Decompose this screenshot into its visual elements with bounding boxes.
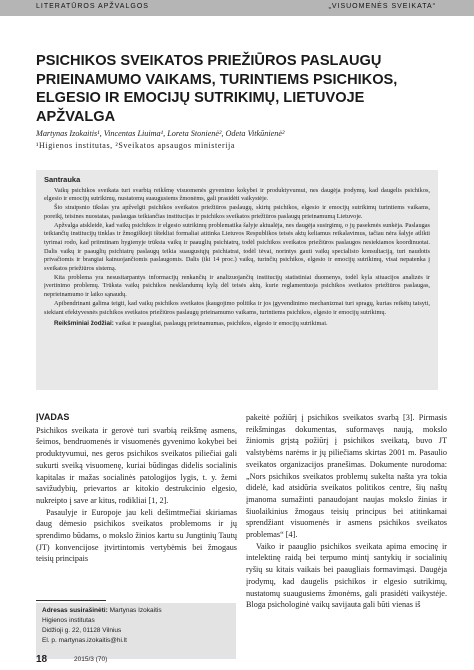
page-number: 18 <box>36 654 48 665</box>
authors: Martynas Izokaitis¹, Vincentas Liuima¹, Loreta Stonienė², Odeta Vitkūnienė² <box>36 129 285 138</box>
affiliations: ¹Higienos institutas, ²Sveikatos apsaugos ministerija <box>36 141 236 150</box>
abstract-heading: Santrauka <box>44 175 81 184</box>
journal-label: „VISUOMENĖS SVEIKATA“ <box>328 3 436 10</box>
correspondence-line <box>42 607 162 614</box>
correspondence-box <box>36 603 236 659</box>
keywords-text: vaikai ir paaugliai, paslaugų prieinamumas, psichikos, elgesio ir emocijų sutrikimai. <box>115 320 328 328</box>
abstract-paragraph: Vaikų psichikos sveikata turi svarbią reikšmę visuomenės gyvenimo kokybei ir produktyvumui, nes daugėja įrodymų, kad daugelis psichikos, elgesio ir emocijų sutrikimų, nustatomų suaugusiems žmonėms, gali prasidėti vaikystėje. <box>44 186 430 203</box>
divider <box>36 600 106 601</box>
body-paragraph: pakeitė požiūrį į psichikos sveikatos svarbą [3]. Pirmasis reikšmingas dokumentas, suformavęs naują, mokslo žiniomis grįstą požiūrį į psichikos sveikatą, buvo JT valstybėms narėms ir jų piliečiams skirtas 2001 m. Pasaulio sveikatos organizacijos pranešimas. Dokumente nurodoma: „Nors psichikos sveikatos problemų sukelta našta yra tokia didelė, kad atsidūria sveikatos politikos centre, šių naštų įmanoma sumažinti panaudojant naujas mokslo žinias ir šiuolaikinius žmogaus teisių principus bei atitinkamai sprendžiant visuomenės ir asmens psichikos sveikatos problemas“ [4]. <box>246 413 447 540</box>
correspondence-email: El. p. martynas.izokaitis@hi.lt <box>42 637 127 644</box>
abstract-box <box>36 170 438 390</box>
section-label: LITERATŪROS APŽVALGOS <box>36 3 149 10</box>
issue-label: 2015/3 (70) <box>74 656 108 663</box>
intro-paragraph: Psichikos sveikata ir gerovė turi svarbią reikšmę asmens, šeimos, bendruomenės ir visuomenės gyvenimo kokybei bei produktyvumui, nes geros psichikos sveikatos piliečiai gali sukurti sveiką visuomenę, kuriai būdingas didelis socialinis kapitalas ir mažas socialinės patologijos lygis, t. y. žemi savižudybių, prievartos ar kitokio destrukcinio elgesio, nukreipto į save ar kitus, rodikliai [1, 2]. <box>36 425 237 505</box>
correspondence-street: Didžioji g. 22, 01128 Vilnius <box>42 627 122 634</box>
abstract-paragraph: Apibendrinant galima teigti, kad vaikų psichikos sveikatos įkaugojimo politika ir jos įgyvendinimo mechanizmai turi spragų, kurias reikėtų taisyti, siekiant efektyvesnės psichikos sveikatos priežiūros paslaugų prieinamumo vaikams, turintiems psichikos, elgesio ir emocijų sutrikimų. <box>44 299 430 316</box>
running-header <box>0 0 474 16</box>
abstract-paragraph: Šio straipsnio tikslas yra apžvelgti psichikos sveikatos priežiūros paslaugų, skirtų psichikos, elgesio ir emocijų sutrikimų turintiems vaikams, poreikį, teisines nuostatas, paslaugas teikiančias institucijas ir psichikos sveikatos priežiūros paslaugų prieinamumą Lietuvoje. <box>44 204 430 220</box>
abstract-paragraph: Apžvalga atskleidė, kad vaikų psichikos ir elgesio sutrikimų problematika šalyje aktualėja, nes daugėja susirgimų, o jų pasekmės sunkėja. Paslaugas teikiančių institucijų tinklas ir žmogiškieji ištekliai formaliai atitinka Lietuvos Respublikos teisės aktų keliamus reikalavimus, tačiau nėra šalyje atlikti tyrimai rodo, kad priimtinam hygienyje trūksta vaikų ir paauglių psichiatrų, todėl psichikos sveikatos priežiūros paslaugos nesiekiamos koordinuotai. Dalis vaikų ir paauglių psichiatrų paslaugų teikia suaugusiųjų psichiatrai, todėl tėvai, norintys gauti vaikų specialisto konsultaciją, turi naudotis privačiomis ir brangiai kainuojančiomis paslaugomis. Dalis (iki 14 proc.) vaikų, turinčių psichikos, elgesio ir emocijų sutrikimų, visai nepatenka į sveikatos priežiūros sistemą. <box>44 221 430 273</box>
article-title: PSICHIKOS SVEIKATOS PRIEŽIŪROS PASLAUGŲ PRIEINAMUMO VAIKAMS, TURINTIEMS PSICHIKOS, ELGESIO IR EMOCIJŲ SUTRIKIMŲ, LIETUVOJE APŽVALGA <box>36 53 398 125</box>
left-column <box>36 412 237 565</box>
body-paragraph: Vaiko ir paauglio psichikos sveikata apima emocinę ir intelektinę raidą bei terpumo mintį santykių ir socialinių ryšių su kitais vaikais bei paaugliais formavimąsi. Daugėja įrodymų, kad daugelis psichikos ir elgesio sutrikimų, nustatomų suaugusiems žmonėms, gali prasidėti vaikystėje. Bloga psichologinė vaikų savijauta gali būti vienas iš <box>246 541 447 610</box>
correspondence-label: Adresas susirašinėti: <box>42 607 108 614</box>
abstract-paragraph: Kita problema yra nesusitarpantys informacijų renkančių ir analizuojančių institucijų statistiniai duomenys, todėl kyla situacijos analizės ir įvertinimo problemų. Trūksta vaikų psichikos nesklandumų kylą dėl teisės aktų, kurie reglamentuoja psichikos sveikatos priežiūros paslaugas, neprieinamumo ir laiko sąnaudų. <box>44 273 430 299</box>
keywords-label: Reikšminiai žodžiai: <box>54 320 114 328</box>
correspondence-org: Higienos institutas <box>42 617 95 624</box>
keywords <box>44 320 430 329</box>
intro-paragraph: Pasaulyje ir Europoje jau keli dešimtmečiai skiriamas daug dėmesio psichikos sveikatos problemoms ir jų sprendimo būdams, o mokslo žinios kartu su Jungtinių Tautų (JT) konvencijose įtvirtintomis vertybėmis bei žmogaus teisių principais <box>36 507 237 564</box>
intro-heading: ĮVADAS <box>36 412 70 422</box>
correspondence-name: Martynas Izokaitis <box>109 607 162 614</box>
right-column <box>246 412 447 611</box>
